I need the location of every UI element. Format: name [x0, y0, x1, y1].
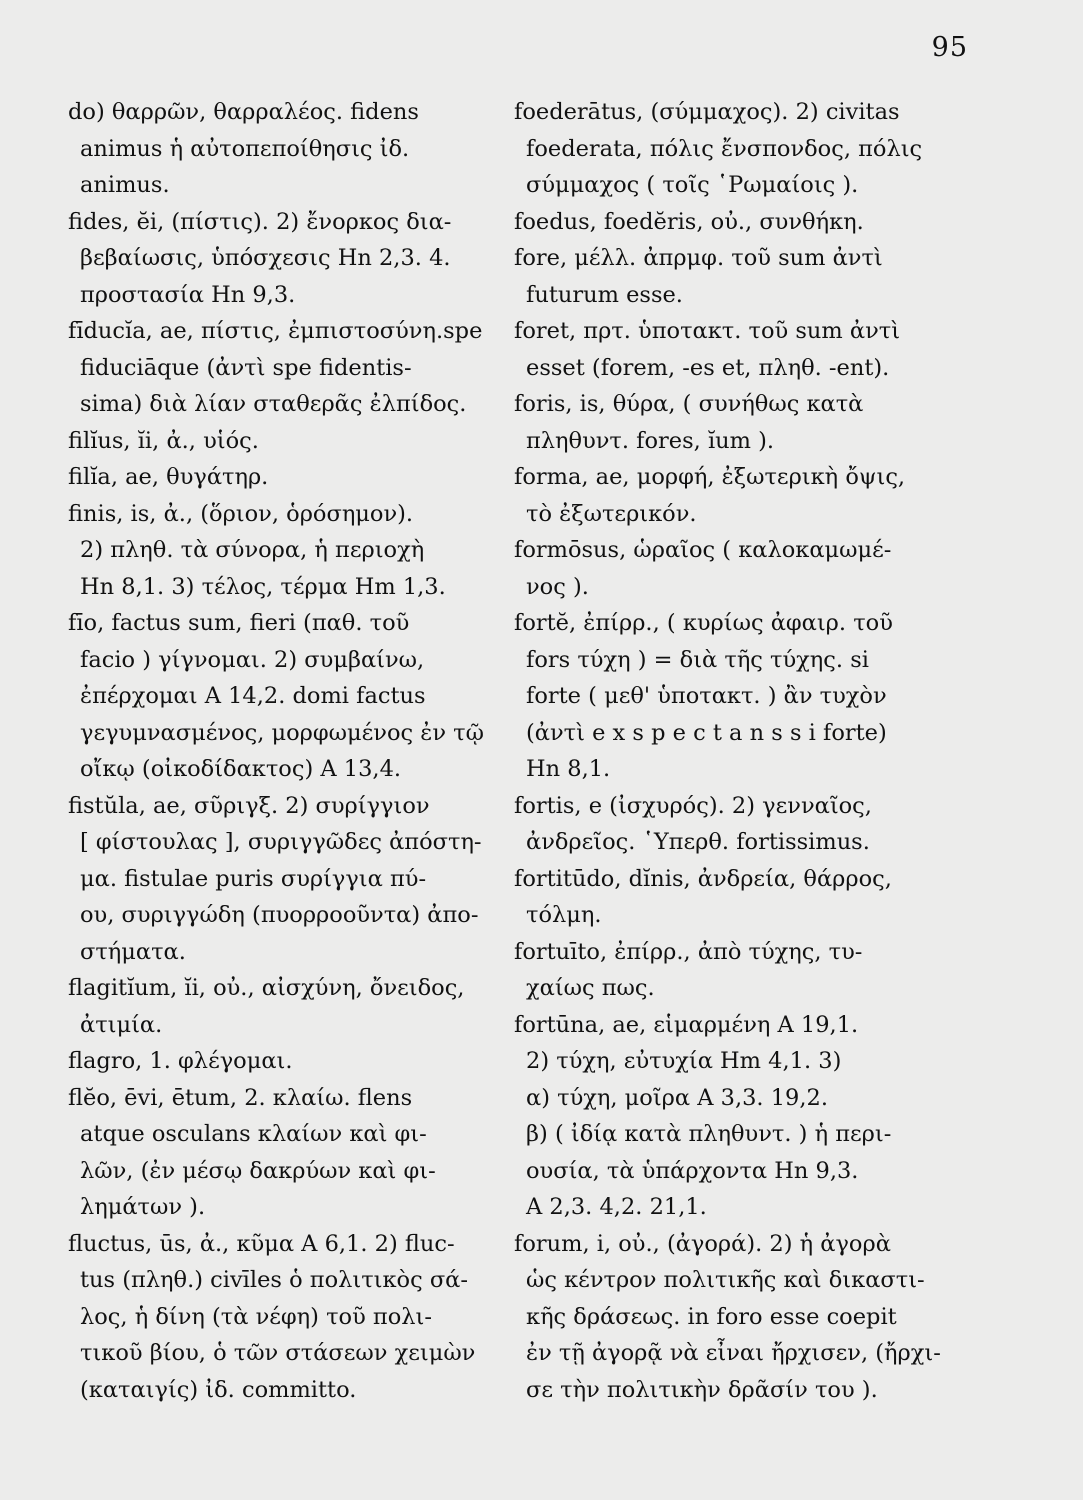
dictionary-line: animus. — [80, 172, 170, 198]
dictionary-line: ὡς κέντρον πολιτικῆς καὶ δικαστι- — [526, 1267, 925, 1293]
dictionary-line: fore, μέλλ. ἀπρμφ. τοῦ sum ἀντὶ — [514, 245, 883, 271]
dictionary-line: fiduciāque (ἀντὶ spe fidentis- — [80, 354, 412, 381]
dictionary-line: τὸ ἐξωτερικόν. — [526, 500, 697, 527]
dictionary-line: futurum esse. — [526, 281, 683, 308]
dictionary-line: λημάτων ). — [80, 1194, 206, 1220]
dictionary-line: Hn 8,1. 3) τέλος, τέρμα Hm 1,3. — [80, 573, 446, 600]
dictionary-line: ἀνδρεῖος. ῾Υπερθ. fortissimus. — [526, 829, 870, 855]
dictionary-line: ουσία, τὰ ὑπάρχοντα Hn 9,3. — [526, 1157, 859, 1184]
left-column — [68, 94, 493, 1408]
dictionary-line: προστασία Hn 9,3. — [80, 281, 296, 308]
dictionary-line: στήματα. — [80, 938, 186, 965]
dictionary-line: animus ἡ αὐτοπεποίθησις ἰδ. — [80, 135, 410, 162]
dictionary-line: finis, is, ἀ., (ὅριον, ὁρόσημον). — [68, 500, 414, 527]
dictionary-line: Hn 8,1. — [526, 756, 611, 782]
dictionary-line: fortitūdo, dĭnis, ἀνδρεία, θάρρος, — [514, 865, 892, 892]
dictionary-line: fistŭla, ae, σῦριγξ. 2) συρίγγιον — [68, 792, 430, 819]
dictionary-line: fluctus, ūs, ἀ., κῦμα A 6,1. 2) fluc- — [68, 1230, 455, 1257]
dictionary-line: flĕo, ēvi, ētum, 2. κλαίω. flens — [68, 1084, 413, 1111]
dictionary-line: πληθυντ. fores, ĭum ). — [526, 427, 775, 454]
dictionary-line: fortĕ, ἐπίρρ., ( κυρίως ἀφαιρ. τοῦ — [514, 610, 893, 636]
dictionary-line: λος, ἡ δίνη (τὰ νέφη) τοῦ πολι- — [80, 1303, 432, 1330]
dictionary-line: σύμμαχος ( τοῖς ῾Ρωμαίοις ). — [526, 172, 859, 198]
dictionary-line: 2) πληθ. τὰ σύνορα, ἡ περιοχὴ — [80, 537, 425, 563]
dictionary-line: μα. fistulae puris συρίγγια πύ- — [80, 865, 427, 892]
right-column — [514, 94, 954, 1408]
dictionary-line: foedus, foedĕris, οὐ., συνθήκη. — [514, 208, 864, 235]
dictionary-line: foederata, πόλις ἔνσπονδος, πόλις — [526, 135, 923, 162]
dictionary-line: sima) διὰ λίαν σταθερᾶς ἐλπίδος. — [80, 391, 467, 417]
dictionary-line: (ἀντὶ e x s p e c t a n s s i forte) — [526, 719, 887, 746]
dictionary-line: tus (πληθ.) civīles ὁ πολιτικὸς σά- — [80, 1267, 468, 1293]
dictionary-line: forma, ae, μορφή, ἐξωτερικὴ ὄψις, — [514, 464, 906, 490]
dictionary-line: ἐπέρχομαι A 14,2. domi factus — [80, 683, 426, 709]
dictionary-line: filĭa, ae, θυγάτηρ. — [68, 464, 269, 490]
dictionary-line: fortis, e (ἰσχυρός). 2) γενναῖος, — [514, 792, 872, 819]
dictionary-line: fortūna, ae, εἱμαρμένη A 19,1. — [514, 1011, 859, 1038]
dictionary-line: fīducĭa, ae, πίστις, ἐμπιστοσύνη.spe — [68, 318, 483, 344]
dictionary-line: β) ( ἰδίᾳ κατὰ πληθυντ. ) ἡ περι- — [526, 1121, 892, 1147]
dictionary-line: fors τύχη ) = διὰ τῆς τύχης. si — [526, 646, 869, 673]
dictionary-line: βεβαίωσις, ὑπόσχεσις Hn 2,3. 4. — [80, 245, 451, 271]
dictionary-line: χαίως πως. — [526, 975, 655, 1001]
dictionary-line: α) τύχη, μοῖρα A 3,3. 19,2. — [526, 1084, 828, 1111]
dictionary-line: fīo, factus sum, fieri (παθ. τοῦ — [68, 610, 410, 636]
dictionary-line: λῶν, (ἐν μέσῳ δακρύων καὶ φι- — [80, 1157, 436, 1184]
dictionary-line: ἐν τῇ ἀγορᾷ νὰ εἶναι ἤρχισεν, (ἤρχι- — [526, 1340, 941, 1366]
dictionary-line: flagro, 1. φλέγομαι. — [68, 1048, 293, 1074]
dictionary-line: τικοῦ βίου, ὁ τῶν στάσεων χειμὼν — [80, 1340, 476, 1366]
dictionary-line: fortuīto, ἐπίρρ., ἀπὸ τύχης, τυ- — [514, 938, 863, 965]
dictionary-line: facio ) γίγνομαι. 2) συμβαίνω, — [80, 646, 425, 673]
dictionary-line: filĭus, ĭi, ἀ., υἱός. — [68, 427, 259, 454]
dictionary-line: fides, ĕi, (πίστις). 2) ἔνορκος δια- — [68, 208, 452, 235]
dictionary-line: 2) τύχη, εὐτυχία Hm 4,1. 3) — [526, 1048, 842, 1074]
dictionary-line: γεγυμνασμένος, μορφωμένος ἐν τῷ — [80, 719, 484, 746]
dictionary-line: foret, πρτ. ὑποτακτ. τοῦ sum ἀντὶ — [514, 318, 901, 344]
dictionary-line: κῆς δράσεως. in foro esse coepit — [526, 1303, 897, 1330]
dictionary-line: atque osculans κλαίων καὶ φι- — [80, 1121, 427, 1147]
dictionary-line: ου, συριγγώδη (πυορροοῦντα) ἀπο- — [80, 902, 479, 928]
dictionary-line: forum, i, οὐ., (ἀγορά). 2) ἡ ἀγορὰ — [514, 1230, 891, 1257]
dictionary-line: do) θαρρῶν, θαρραλέος. fidens — [68, 99, 419, 125]
dictionary-line: foederātus, (σύμμαχος). 2) civitas — [514, 99, 900, 125]
dictionary-line: νος ). — [526, 573, 589, 600]
dictionary-line: foris, is, θύρα, ( συνήθως κατὰ — [514, 391, 864, 417]
dictionary-line: formōsus, ὡραῖος ( καλοκαμωμέ- — [514, 537, 892, 563]
dictionary-line: οἴκῳ (οἰκοδίδακτος) A 13,4. — [80, 756, 402, 782]
dictionary-line: forte ( μεθ' ὑποτακτ. ) ἂν τυχὸν — [526, 683, 887, 709]
dictionary-line: τόλμη. — [526, 902, 602, 928]
dictionary-line: σε τὴν πολιτικὴν δρᾶσίν του ). — [526, 1376, 878, 1403]
dictionary-line: ἀτιμία. — [80, 1011, 163, 1038]
dictionary-line: (καταιγίς) ἰδ. committo. — [80, 1376, 357, 1403]
page-number: 95 — [931, 32, 968, 63]
dictionary-line: [ φίστουλας ], συριγγῶδες ἀπόστη- — [80, 829, 482, 855]
dictionary-line: flagitĭum, ĭi, οὐ., αἰσχύνη, ὄνειδος, — [68, 975, 465, 1001]
dictionary-line: esset (forem, -es et, πληθ. -ent). — [526, 354, 890, 381]
dictionary-line: A 2,3. 4,2. 21,1. — [526, 1194, 707, 1220]
